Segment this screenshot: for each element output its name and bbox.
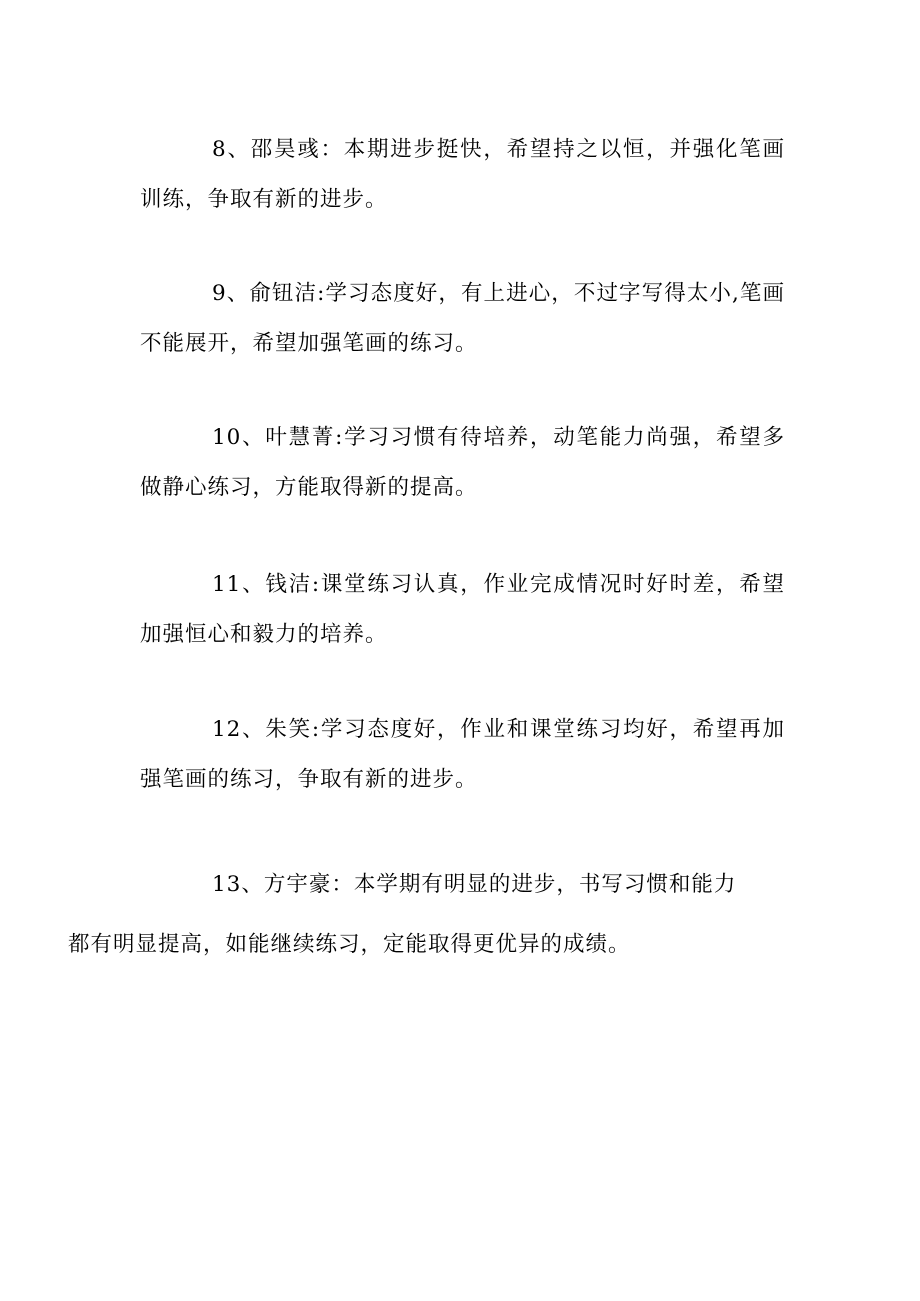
comment-paragraph-13-line-1: 13、方宇豪：本学期有明显的进步，书写习惯和能力 [212, 872, 737, 897]
comment-paragraph-11: 11、钱洁:课堂练习认真，作业完成情况时好时差，希望加强恒心和毅力的培养。 [140, 572, 785, 647]
comment-paragraph-13-line-2: 都有明显提高，如能继续练习，定能取得更优异的成绩。 [68, 932, 631, 957]
comment-paragraph-13 [68, 855, 785, 975]
comment-paragraph-10: 10、叶慧菁:学习习惯有待培养，动笔能力尚强，希望多做静心练习，方能取得新的提高。 [140, 425, 785, 500]
comment-paragraph-12: 12、朱笑:学习态度好，作业和课堂练习均好，希望再加强笔画的练习，争取有新的进步。 [140, 717, 785, 792]
comment-paragraph-9: 9、俞钮洁:学习态度好，有上进心，不过字写得太小,笔画不能展开，希望加强笔画的练习。 [140, 281, 785, 356]
comment-paragraph-8: 8、邵昊彧：本期进步挺快，希望持之以恒，并强化笔画训练，争取有新的进步。 [140, 137, 785, 212]
